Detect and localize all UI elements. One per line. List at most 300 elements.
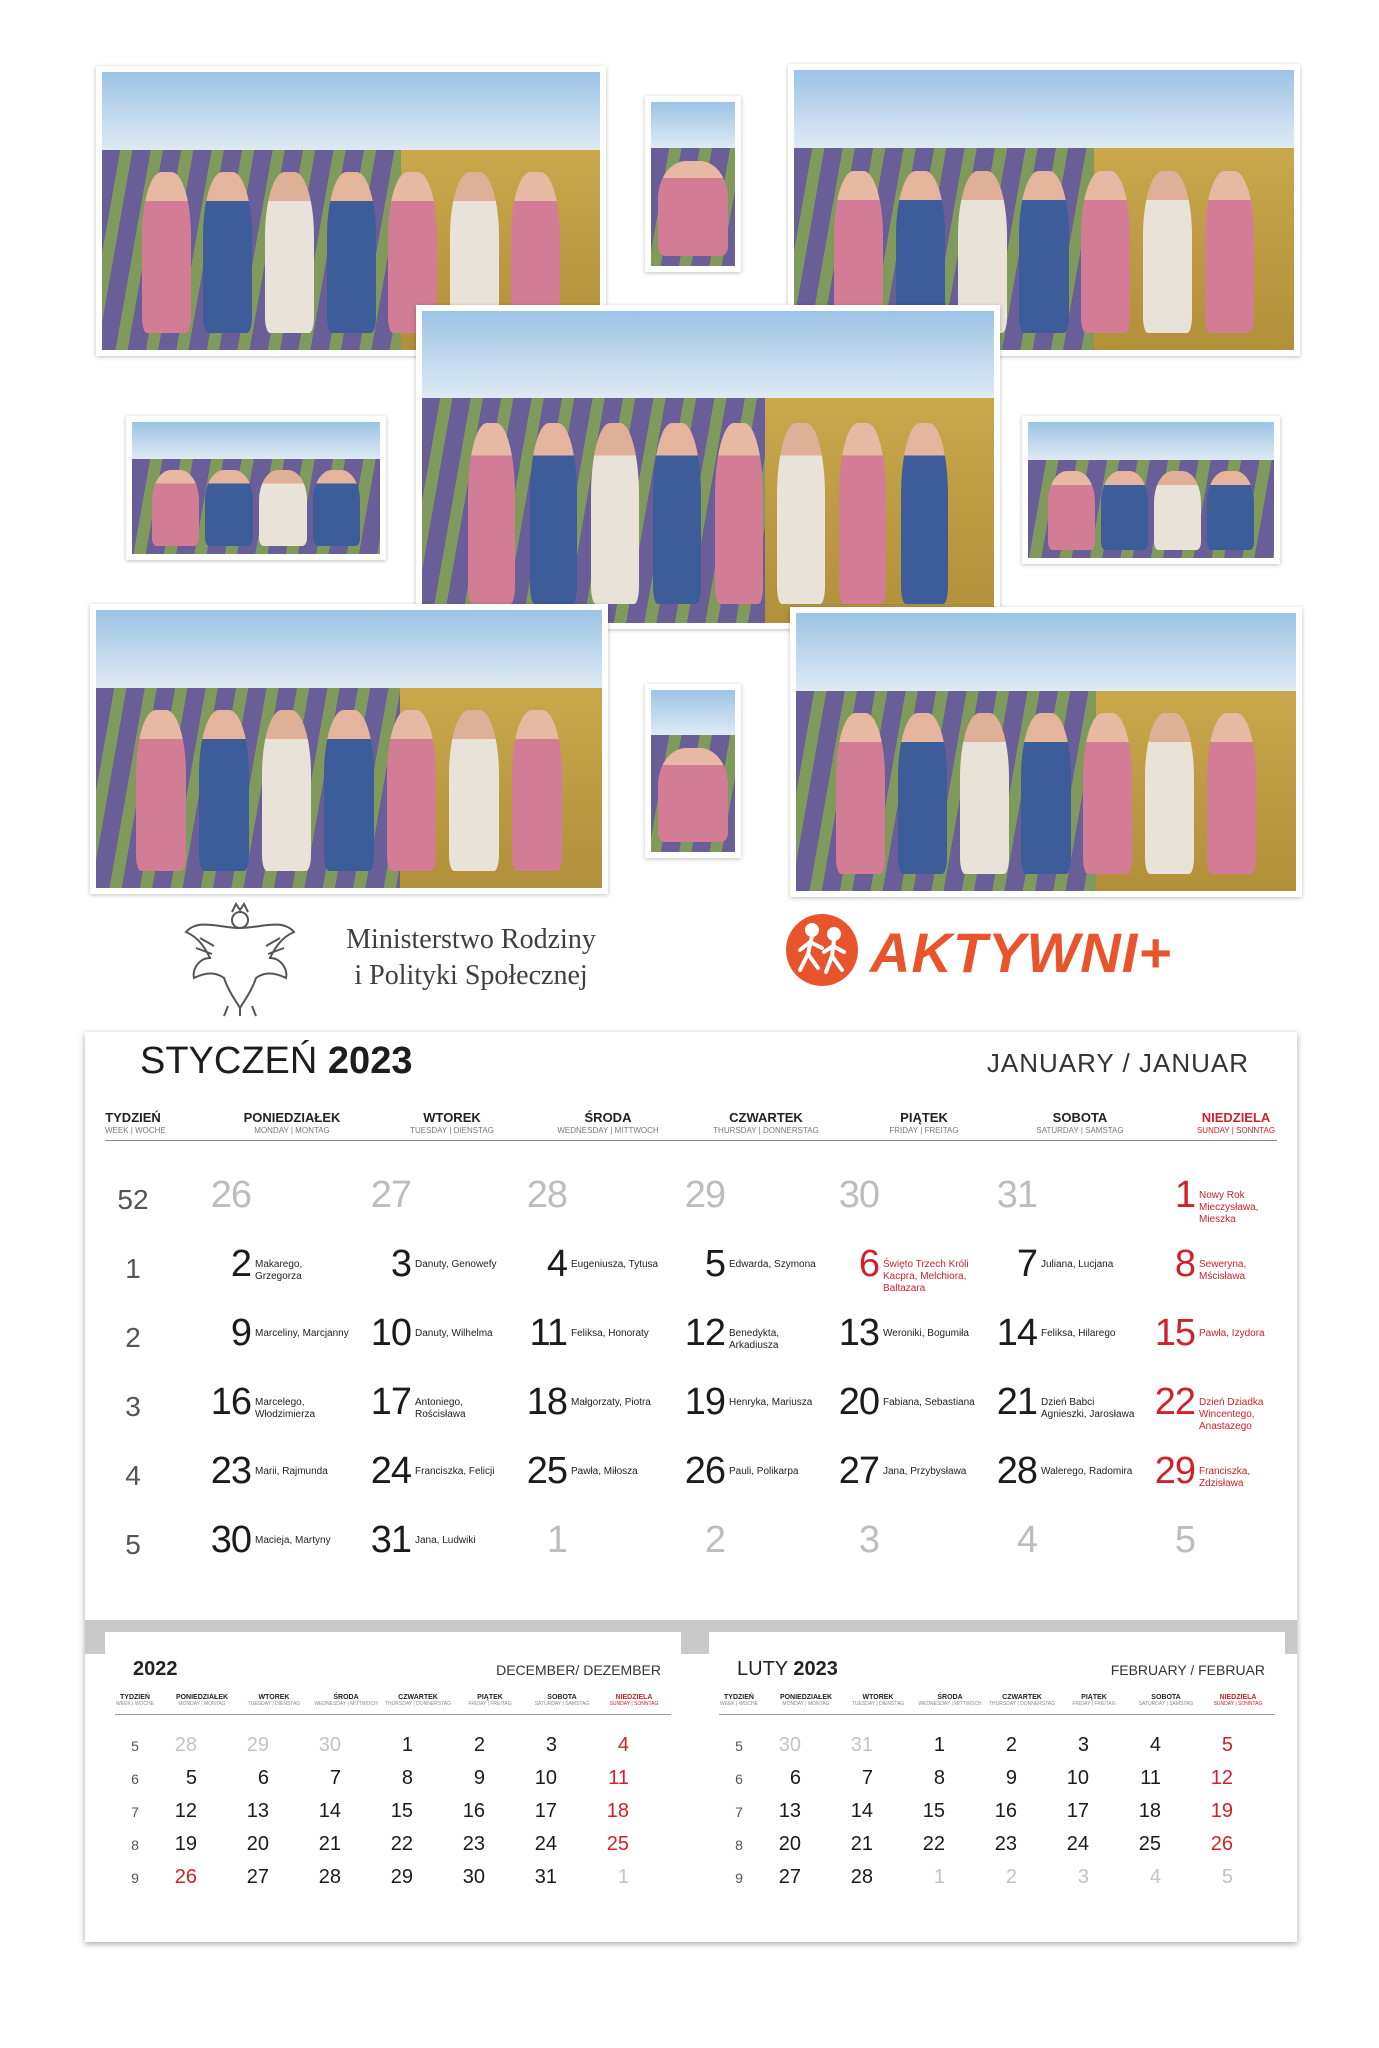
portrait-1 bbox=[645, 96, 741, 272]
day-cell bbox=[201, 1379, 351, 1447]
day-cell bbox=[201, 1310, 351, 1378]
weekday-header-sublabel: MONDAY | MONTAG bbox=[254, 1126, 330, 1135]
day-cell bbox=[675, 1517, 825, 1585]
day-number: 4 bbox=[546, 1243, 567, 1285]
mini-day-cell bbox=[919, 1765, 989, 1795]
mini-weekday-sub: THURSDAY | DONNERSTAG bbox=[988, 1701, 1056, 1707]
ministry-name-line2: i Polityki Społecznej bbox=[354, 960, 588, 991]
calendar-sheet bbox=[85, 1032, 1297, 1942]
mini-weekday-header: PONIEDZIAŁEK MONDAY | MONTAG bbox=[771, 1694, 841, 1707]
day-number: 12 bbox=[684, 1312, 725, 1354]
mini-day-number: 1 bbox=[933, 1866, 945, 1888]
mini-day-number: 31 bbox=[850, 1734, 873, 1756]
mini-week-number: 7 bbox=[735, 1804, 743, 1820]
week-row bbox=[105, 1379, 1277, 1447]
mini-day-number: 11 bbox=[608, 1767, 629, 1789]
day-cell bbox=[1145, 1379, 1295, 1447]
name-day-text: Małgorzaty, Piotra bbox=[571, 1397, 651, 1408]
name-day-text: Pawła, Miłosza bbox=[571, 1466, 638, 1477]
mini-day-cell bbox=[919, 1732, 989, 1762]
mini-day-cell bbox=[387, 1864, 457, 1894]
mini-week-row bbox=[115, 1728, 671, 1761]
mini-day-number: 22 bbox=[390, 1833, 413, 1855]
mini-day-cell bbox=[847, 1831, 917, 1861]
name-day-text: Marii, Rajmunda bbox=[255, 1466, 328, 1477]
mini-day-number: 10 bbox=[1066, 1767, 1089, 1789]
mini-day-number: 2 bbox=[473, 1734, 485, 1756]
day-cell bbox=[361, 1241, 511, 1309]
day-number: 1 bbox=[546, 1519, 567, 1561]
mini-weekday-header: PIĄTEK FRIDAY | FREITAG bbox=[1059, 1694, 1129, 1707]
mini-weekday-header: ŚRODA WEDNESDAY | MITTWOCH bbox=[311, 1694, 381, 1707]
mini-day-number: 12 bbox=[174, 1800, 197, 1822]
name-day-text: Jana, Przybysława bbox=[883, 1466, 967, 1477]
mini-day-cell bbox=[1135, 1732, 1205, 1762]
mini-day-cell bbox=[531, 1864, 601, 1894]
weekday-header-4 bbox=[691, 1110, 841, 1135]
mini-day-cell bbox=[243, 1831, 313, 1861]
mini-day-number: 3 bbox=[1077, 1734, 1089, 1756]
mini-day-cell bbox=[1135, 1765, 1205, 1795]
day-number: 27 bbox=[838, 1450, 879, 1492]
mini-weekday-header: NIEDZIELA SUNDAY | SONNTAG bbox=[1203, 1694, 1273, 1707]
mini-day-number: 13 bbox=[246, 1800, 269, 1822]
name-day-text: Danuty, Wilhelma bbox=[415, 1328, 493, 1339]
mini-day-number: 4 bbox=[617, 1734, 629, 1756]
mini-day-cell bbox=[1207, 1765, 1277, 1795]
weekday-header-6 bbox=[1005, 1110, 1155, 1135]
week-number: 1 bbox=[125, 1253, 141, 1284]
mini-day-number: 3 bbox=[545, 1734, 557, 1756]
day-cell bbox=[1145, 1517, 1295, 1585]
mini-day-cell bbox=[991, 1732, 1061, 1762]
day-cell bbox=[201, 1448, 351, 1516]
mini-day-cell bbox=[991, 1765, 1061, 1795]
mini-day-cell bbox=[459, 1864, 529, 1894]
name-day-text: Walerego, Radomira bbox=[1041, 1466, 1133, 1477]
mini-day-number: 16 bbox=[462, 1800, 485, 1822]
day-number: 3 bbox=[390, 1243, 411, 1285]
day-number: 2 bbox=[230, 1243, 251, 1285]
weekday-header-3 bbox=[533, 1110, 683, 1135]
day-number: 25 bbox=[526, 1450, 567, 1492]
weekday-header-sublabel: THURSDAY | DONNERSTAG bbox=[713, 1126, 819, 1135]
mini-weekday-header: ŚRODA WEDNESDAY | MITTWOCH bbox=[915, 1694, 985, 1707]
weekday-header-sublabel: SUNDAY | SONNTAG bbox=[1196, 1126, 1276, 1135]
week-number: 3 bbox=[125, 1391, 141, 1422]
day-cell bbox=[829, 1379, 979, 1447]
mini-day-cell bbox=[919, 1831, 989, 1861]
day-number: 28 bbox=[526, 1174, 567, 1216]
mini-weekday-sub: WEDNESDAY | MITTWOCH bbox=[314, 1701, 378, 1707]
mini-day-cell bbox=[1207, 1831, 1277, 1861]
mini-day-cell bbox=[1063, 1765, 1133, 1795]
day-cell bbox=[987, 1448, 1137, 1516]
mini-day-number: 6 bbox=[257, 1767, 269, 1789]
weekday-header-label: PONIEDZIAŁEK bbox=[243, 1110, 341, 1125]
day-number: 9 bbox=[230, 1312, 251, 1354]
mini-day-cell bbox=[603, 1864, 673, 1894]
mini-week-number: 9 bbox=[735, 1870, 743, 1886]
day-cell bbox=[675, 1172, 825, 1240]
mini-week-number: 5 bbox=[131, 1738, 139, 1754]
mini-subtitle: FEBRUARY / FEBRUAR bbox=[1110, 1662, 1265, 1678]
month-title bbox=[140, 1040, 412, 1083]
day-cell bbox=[361, 1517, 511, 1585]
mini-weekday-sub: FRIDAY | FREITAG bbox=[1072, 1701, 1116, 1707]
mini-day-cell bbox=[847, 1864, 917, 1894]
mini-day-number: 30 bbox=[318, 1734, 341, 1756]
day-number: 2 bbox=[704, 1519, 725, 1561]
mini-weekday-sub: MONDAY | MONTAG bbox=[178, 1701, 226, 1707]
mini-title-year: 2022 bbox=[133, 1658, 178, 1680]
mini-day-number: 10 bbox=[534, 1767, 557, 1789]
weekday-header-sublabel: SATURDAY | SAMSTAG bbox=[1036, 1126, 1124, 1135]
name-day-text: Benedykta, Arkadiusza bbox=[729, 1328, 780, 1351]
four-women-bench-photo bbox=[90, 604, 608, 894]
weekday-header-label: PIĄTEK bbox=[900, 1110, 948, 1125]
day-cell bbox=[829, 1517, 979, 1585]
mini-day-cell bbox=[1207, 1732, 1277, 1762]
mini-week-number: 5 bbox=[735, 1738, 743, 1754]
mini-title-month: LUTY bbox=[737, 1658, 788, 1680]
week-row bbox=[105, 1172, 1277, 1240]
name-day-text: Danuty, Genowefy bbox=[415, 1259, 497, 1270]
weekday-header-week bbox=[105, 1110, 166, 1135]
day-cell bbox=[361, 1448, 511, 1516]
mini-day-number: 12 bbox=[1210, 1767, 1233, 1789]
mini-day-cell bbox=[459, 1732, 529, 1762]
mini-weekday-header: CZWARTEK THURSDAY | DONNERSTAG bbox=[384, 1694, 452, 1707]
mini-day-cell bbox=[531, 1732, 601, 1762]
mini-day-number: 21 bbox=[318, 1833, 341, 1855]
mini-day-cell bbox=[243, 1798, 313, 1828]
mini-day-number: 8 bbox=[933, 1767, 945, 1789]
mini-day-cell bbox=[775, 1864, 845, 1894]
woman-chair-photo bbox=[1022, 416, 1280, 564]
weekday-header-label: SOBOTA bbox=[1052, 1110, 1108, 1125]
mini-day-cell bbox=[775, 1765, 845, 1795]
aktywni-label: AKTYWNI+ bbox=[870, 921, 1172, 984]
week-row bbox=[105, 1310, 1277, 1378]
mini-day-number: 27 bbox=[778, 1866, 801, 1888]
mini-day-number: 16 bbox=[994, 1800, 1017, 1822]
mini-day-number: 25 bbox=[606, 1833, 629, 1855]
mini-weekday-sub: MONDAY | MONTAG bbox=[782, 1701, 830, 1707]
mini-week-row bbox=[115, 1761, 671, 1794]
mini-day-number: 7 bbox=[329, 1767, 341, 1789]
mini-day-number: 2 bbox=[1005, 1734, 1017, 1756]
mini-day-number: 28 bbox=[850, 1866, 873, 1888]
mini-day-number: 1 bbox=[933, 1734, 945, 1756]
day-cell bbox=[517, 1172, 667, 1240]
mini-day-cell bbox=[603, 1765, 673, 1795]
mini-title bbox=[133, 1658, 178, 1681]
day-cell bbox=[987, 1172, 1137, 1240]
mini-calendar-february bbox=[709, 1632, 1285, 1932]
weekday-header-sublabel: WEEK | WOCHE bbox=[105, 1126, 166, 1135]
mini-day-number: 30 bbox=[778, 1734, 801, 1756]
day-number: 14 bbox=[996, 1312, 1037, 1354]
mini-week-number: 7 bbox=[131, 1804, 139, 1820]
mini-week-row bbox=[719, 1827, 1275, 1860]
day-cell bbox=[675, 1241, 825, 1309]
weekday-header-2 bbox=[377, 1110, 527, 1135]
weekday-header-sublabel: TUESDAY | DIENSTAG bbox=[410, 1126, 494, 1135]
day-cell bbox=[201, 1517, 351, 1585]
name-day-text: Seweryna, Mścisława bbox=[1199, 1259, 1247, 1282]
mini-week-number: 6 bbox=[131, 1771, 139, 1787]
weekday-header-label: WTOREK bbox=[423, 1110, 481, 1125]
name-day-text: Franciszka, Felicji bbox=[415, 1466, 495, 1477]
mini-day-number: 29 bbox=[246, 1734, 269, 1756]
day-number: 26 bbox=[684, 1450, 725, 1492]
mini-weekday-sub: SATURDAY | SAMSTAG bbox=[534, 1701, 590, 1707]
mini-day-cell bbox=[171, 1831, 241, 1861]
day-number: 27 bbox=[370, 1174, 411, 1216]
day-number: 30 bbox=[838, 1174, 879, 1216]
day-number: 1 bbox=[1174, 1174, 1195, 1216]
mini-day-number: 5 bbox=[1221, 1734, 1233, 1756]
day-number: 31 bbox=[370, 1519, 411, 1561]
day-number: 28 bbox=[996, 1450, 1037, 1492]
name-day-text: Juliana, Lucjana bbox=[1041, 1259, 1114, 1270]
day-cell bbox=[517, 1241, 667, 1309]
mini-day-cell bbox=[387, 1798, 457, 1828]
day-number: 11 bbox=[529, 1312, 567, 1354]
mini-day-number: 22 bbox=[922, 1833, 945, 1855]
day-number: 31 bbox=[996, 1174, 1037, 1216]
mini-weekday-sub: WEEK | WOCHE bbox=[116, 1701, 154, 1707]
mini-day-number: 28 bbox=[318, 1866, 341, 1888]
mini-day-cell bbox=[1207, 1798, 1277, 1828]
mini-day-cell bbox=[919, 1864, 989, 1894]
mini-day-number: 24 bbox=[1066, 1833, 1089, 1855]
week-row bbox=[105, 1517, 1277, 1585]
ministry-name bbox=[326, 922, 616, 994]
name-day-text: Pawła, Izydora bbox=[1199, 1328, 1265, 1339]
mini-weekday-header: WTOREK TUESDAY | DIENSTAG bbox=[239, 1694, 309, 1707]
name-day-text: Edwarda, Szymona bbox=[729, 1259, 816, 1270]
name-day-text: Franciszka, Zdzisława bbox=[1199, 1466, 1251, 1489]
day-cell bbox=[517, 1448, 667, 1516]
mini-weekday-sub: TUESDAY | DIENSTAG bbox=[247, 1701, 301, 1707]
mini-weekday-header: SOBOTA SATURDAY | SAMSTAG bbox=[1131, 1694, 1201, 1707]
mini-week-number: 8 bbox=[131, 1837, 139, 1853]
mini-day-cell bbox=[531, 1831, 601, 1861]
day-number: 16 bbox=[210, 1381, 251, 1423]
mini-day-cell bbox=[603, 1831, 673, 1861]
mini-day-number: 24 bbox=[534, 1833, 557, 1855]
mini-week-row bbox=[115, 1827, 671, 1860]
mini-day-cell bbox=[991, 1798, 1061, 1828]
mini-day-cell bbox=[847, 1732, 917, 1762]
mini-day-cell bbox=[459, 1831, 529, 1861]
day-cell bbox=[1145, 1241, 1295, 1309]
day-number: 5 bbox=[704, 1243, 725, 1285]
mini-week-row bbox=[115, 1794, 671, 1827]
day-number: 15 bbox=[1154, 1312, 1195, 1354]
day-number: 24 bbox=[370, 1450, 411, 1492]
day-cell bbox=[1145, 1448, 1295, 1516]
mini-week-row bbox=[719, 1860, 1275, 1893]
mini-day-cell bbox=[171, 1864, 241, 1894]
mini-day-cell bbox=[459, 1765, 529, 1795]
weekday-header-5 bbox=[849, 1110, 999, 1135]
mini-day-number: 27 bbox=[246, 1866, 269, 1888]
week-row bbox=[105, 1448, 1277, 1516]
mini-day-cell bbox=[1135, 1798, 1205, 1828]
day-number: 6 bbox=[858, 1243, 879, 1285]
mini-subtitle: DECEMBER/ DEZEMBER bbox=[496, 1662, 661, 1678]
mini-weekday-sub: FRIDAY | FREITAG bbox=[468, 1701, 512, 1707]
day-cell bbox=[517, 1517, 667, 1585]
mini-weekday-header: WTOREK TUESDAY | DIENSTAG bbox=[843, 1694, 913, 1707]
day-number: 30 bbox=[210, 1519, 251, 1561]
mini-day-number: 13 bbox=[778, 1800, 801, 1822]
mini-title bbox=[737, 1658, 838, 1681]
ministry-logo bbox=[180, 890, 620, 1020]
week-number: 4 bbox=[125, 1460, 141, 1491]
weekday-header-sublabel: WEDNESDAY | MITTWOCH bbox=[557, 1126, 659, 1135]
day-number: 29 bbox=[1154, 1450, 1195, 1492]
mini-day-cell bbox=[315, 1732, 385, 1762]
mini-day-cell bbox=[1063, 1864, 1133, 1894]
mini-day-number: 1 bbox=[401, 1734, 413, 1756]
mini-day-number: 25 bbox=[1138, 1833, 1161, 1855]
group-lavender-photo bbox=[416, 305, 1000, 629]
mini-day-cell bbox=[171, 1765, 241, 1795]
mini-day-number: 7 bbox=[861, 1767, 873, 1789]
day-number: 13 bbox=[838, 1312, 879, 1354]
day-number: 5 bbox=[1174, 1519, 1195, 1561]
mini-day-number: 9 bbox=[1005, 1767, 1017, 1789]
mini-weekday-sub: SATURDAY | SAMSTAG bbox=[1138, 1701, 1194, 1707]
day-cell bbox=[1145, 1310, 1295, 1378]
day-number: 10 bbox=[370, 1312, 411, 1354]
mini-day-number: 18 bbox=[606, 1800, 629, 1822]
mini-weekday-sub: SUNDAY | SONNTAG bbox=[1213, 1701, 1263, 1707]
day-cell bbox=[201, 1172, 351, 1240]
mini-day-number: 26 bbox=[174, 1866, 197, 1888]
mini-day-cell bbox=[775, 1732, 845, 1762]
mini-day-cell bbox=[991, 1864, 1061, 1894]
day-cell bbox=[987, 1310, 1137, 1378]
day-number: 20 bbox=[838, 1381, 879, 1423]
mini-day-number: 5 bbox=[1221, 1866, 1233, 1888]
name-day-text: Marcelego, Włodzimierza bbox=[255, 1397, 316, 1420]
name-day-text: Eugeniusza, Tytusa bbox=[571, 1259, 659, 1270]
mini-day-number: 18 bbox=[1138, 1800, 1161, 1822]
mini-week-row bbox=[719, 1761, 1275, 1794]
weekday-header-row bbox=[105, 1110, 1277, 1141]
mini-day-number: 14 bbox=[850, 1800, 873, 1822]
mini-day-cell bbox=[387, 1732, 457, 1762]
mini-header-row bbox=[719, 1694, 1275, 1715]
mini-day-cell bbox=[315, 1864, 385, 1894]
aktywni-logo bbox=[782, 906, 1202, 996]
day-number: 7 bbox=[1016, 1243, 1037, 1285]
mini-day-number: 5 bbox=[185, 1767, 197, 1789]
day-number: 19 bbox=[684, 1381, 725, 1423]
mini-weekday-header: SOBOTA SATURDAY | SAMSTAG bbox=[527, 1694, 597, 1707]
day-number: 3 bbox=[858, 1519, 879, 1561]
mini-day-cell bbox=[531, 1798, 601, 1828]
mini-day-cell bbox=[1135, 1831, 1205, 1861]
name-day-text: Weroniki, Bogumiła bbox=[883, 1328, 969, 1339]
month-subtitle: JANUARY / JANUAR bbox=[986, 1048, 1249, 1078]
mini-day-cell bbox=[847, 1765, 917, 1795]
mini-week-number: 8 bbox=[735, 1837, 743, 1853]
day-cell bbox=[1145, 1172, 1295, 1240]
month-name: STYCZEŃ bbox=[140, 1040, 318, 1082]
week-number: 2 bbox=[125, 1322, 141, 1353]
name-day-text: Marceliny, Marcjanny bbox=[255, 1328, 349, 1339]
weekday-header-label: ŚRODA bbox=[584, 1110, 632, 1125]
day-number: 17 bbox=[370, 1381, 411, 1423]
mini-day-cell bbox=[1135, 1864, 1205, 1894]
mini-day-number: 14 bbox=[318, 1800, 341, 1822]
weekday-header-7 bbox=[1161, 1110, 1311, 1135]
mini-day-number: 26 bbox=[1210, 1833, 1233, 1855]
mini-day-cell bbox=[603, 1798, 673, 1828]
day-cell bbox=[829, 1448, 979, 1516]
mini-day-cell bbox=[919, 1798, 989, 1828]
day-cell bbox=[675, 1379, 825, 1447]
mini-day-number: 20 bbox=[778, 1833, 801, 1855]
week-number: 52 bbox=[117, 1184, 149, 1215]
day-number: 23 bbox=[210, 1450, 251, 1492]
day-cell bbox=[987, 1517, 1137, 1585]
mini-week-number: 9 bbox=[131, 1870, 139, 1886]
mini-weekday-header: PIĄTEK FRIDAY | FREITAG bbox=[455, 1694, 525, 1707]
name-day-text: Antoniego, Rościsława bbox=[415, 1397, 466, 1420]
mini-day-cell bbox=[847, 1798, 917, 1828]
mini-day-number: 31 bbox=[534, 1866, 557, 1888]
mini-day-cell bbox=[603, 1732, 673, 1762]
mini-weekday-header: PONIEDZIAŁEK MONDAY | MONTAG bbox=[167, 1694, 237, 1707]
mini-day-cell bbox=[1207, 1864, 1277, 1894]
mini-day-cell bbox=[1063, 1831, 1133, 1861]
name-day-text: Feliksa, Hilarego bbox=[1041, 1328, 1116, 1339]
mini-day-cell bbox=[315, 1798, 385, 1828]
mini-day-number: 6 bbox=[789, 1767, 801, 1789]
weekday-header-label: TYDZIEŃ bbox=[105, 1110, 161, 1125]
mini-day-cell bbox=[1063, 1798, 1133, 1828]
mini-day-number: 2 bbox=[1005, 1866, 1017, 1888]
day-number: 26 bbox=[210, 1174, 251, 1216]
day-number: 18 bbox=[526, 1381, 567, 1423]
name-day-text: Henryka, Mariusza bbox=[729, 1397, 813, 1408]
day-number: 8 bbox=[1174, 1243, 1195, 1285]
mini-weekday-header: TYDZIEŃ WEEK | WOCHE bbox=[116, 1694, 154, 1707]
portrait-2 bbox=[645, 684, 741, 858]
mini-day-number: 9 bbox=[473, 1767, 485, 1789]
mini-day-number: 8 bbox=[401, 1767, 413, 1789]
mini-day-number: 23 bbox=[462, 1833, 485, 1855]
day-cell bbox=[675, 1310, 825, 1378]
day-cell bbox=[829, 1310, 979, 1378]
mini-week-row bbox=[719, 1794, 1275, 1827]
mini-day-number: 15 bbox=[390, 1800, 413, 1822]
day-cell bbox=[517, 1310, 667, 1378]
weekday-header-label: CZWARTEK bbox=[729, 1110, 803, 1125]
week-number: 5 bbox=[125, 1529, 141, 1560]
name-day-text: Dzień Dziadka Wincentego, Anastazego bbox=[1199, 1397, 1264, 1432]
woman-wheat-photo bbox=[126, 416, 386, 560]
mini-day-number: 20 bbox=[246, 1833, 269, 1855]
mini-day-number: 17 bbox=[1066, 1800, 1089, 1822]
